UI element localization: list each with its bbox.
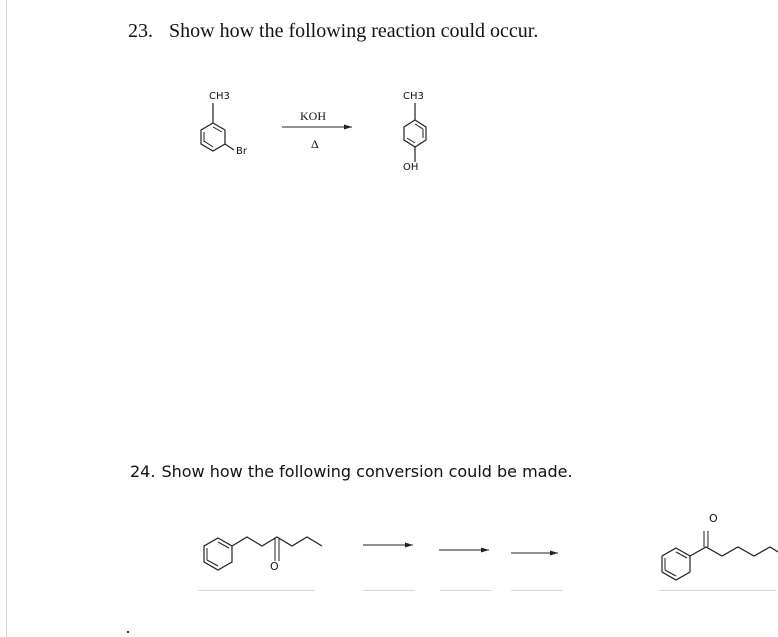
reagent-heat: Δ	[311, 137, 319, 151]
product-oh-label: OH	[403, 162, 419, 173]
step-arrow-2	[439, 545, 494, 555]
answer-line-1	[198, 590, 315, 591]
reagent-koh: KOH	[300, 109, 326, 123]
stray-mark	[127, 631, 129, 633]
product-ch3-label: CH3	[403, 91, 424, 102]
reactant-br-label: Br	[236, 146, 247, 157]
question-24-text: Show how the following conversion could be made.	[161, 462, 573, 481]
question-24-number: 24.	[130, 462, 156, 481]
answer-line-4	[511, 590, 563, 591]
starting-material	[196, 526, 326, 581]
product-oxygen-label: O	[709, 512, 718, 525]
step-arrow-3	[511, 548, 563, 558]
target-product	[656, 520, 778, 582]
step-arrow-1	[363, 540, 418, 550]
question-23-heading	[128, 20, 538, 43]
answer-line-3	[440, 590, 492, 591]
reactant-ch3-label: CH3	[209, 91, 230, 102]
answer-line-2	[363, 590, 415, 591]
start-oxygen-label: O	[270, 560, 279, 573]
question-23-number: 23.	[128, 20, 153, 42]
page-border	[6, 0, 7, 637]
product-p-cresol	[393, 100, 443, 170]
answer-line-5	[659, 590, 776, 591]
question-24-heading	[130, 462, 573, 481]
reactant-3-bromotoluene	[190, 100, 250, 170]
reaction-arrow	[282, 122, 357, 132]
question-23-text: Show how the following reaction could occur.	[169, 20, 539, 42]
